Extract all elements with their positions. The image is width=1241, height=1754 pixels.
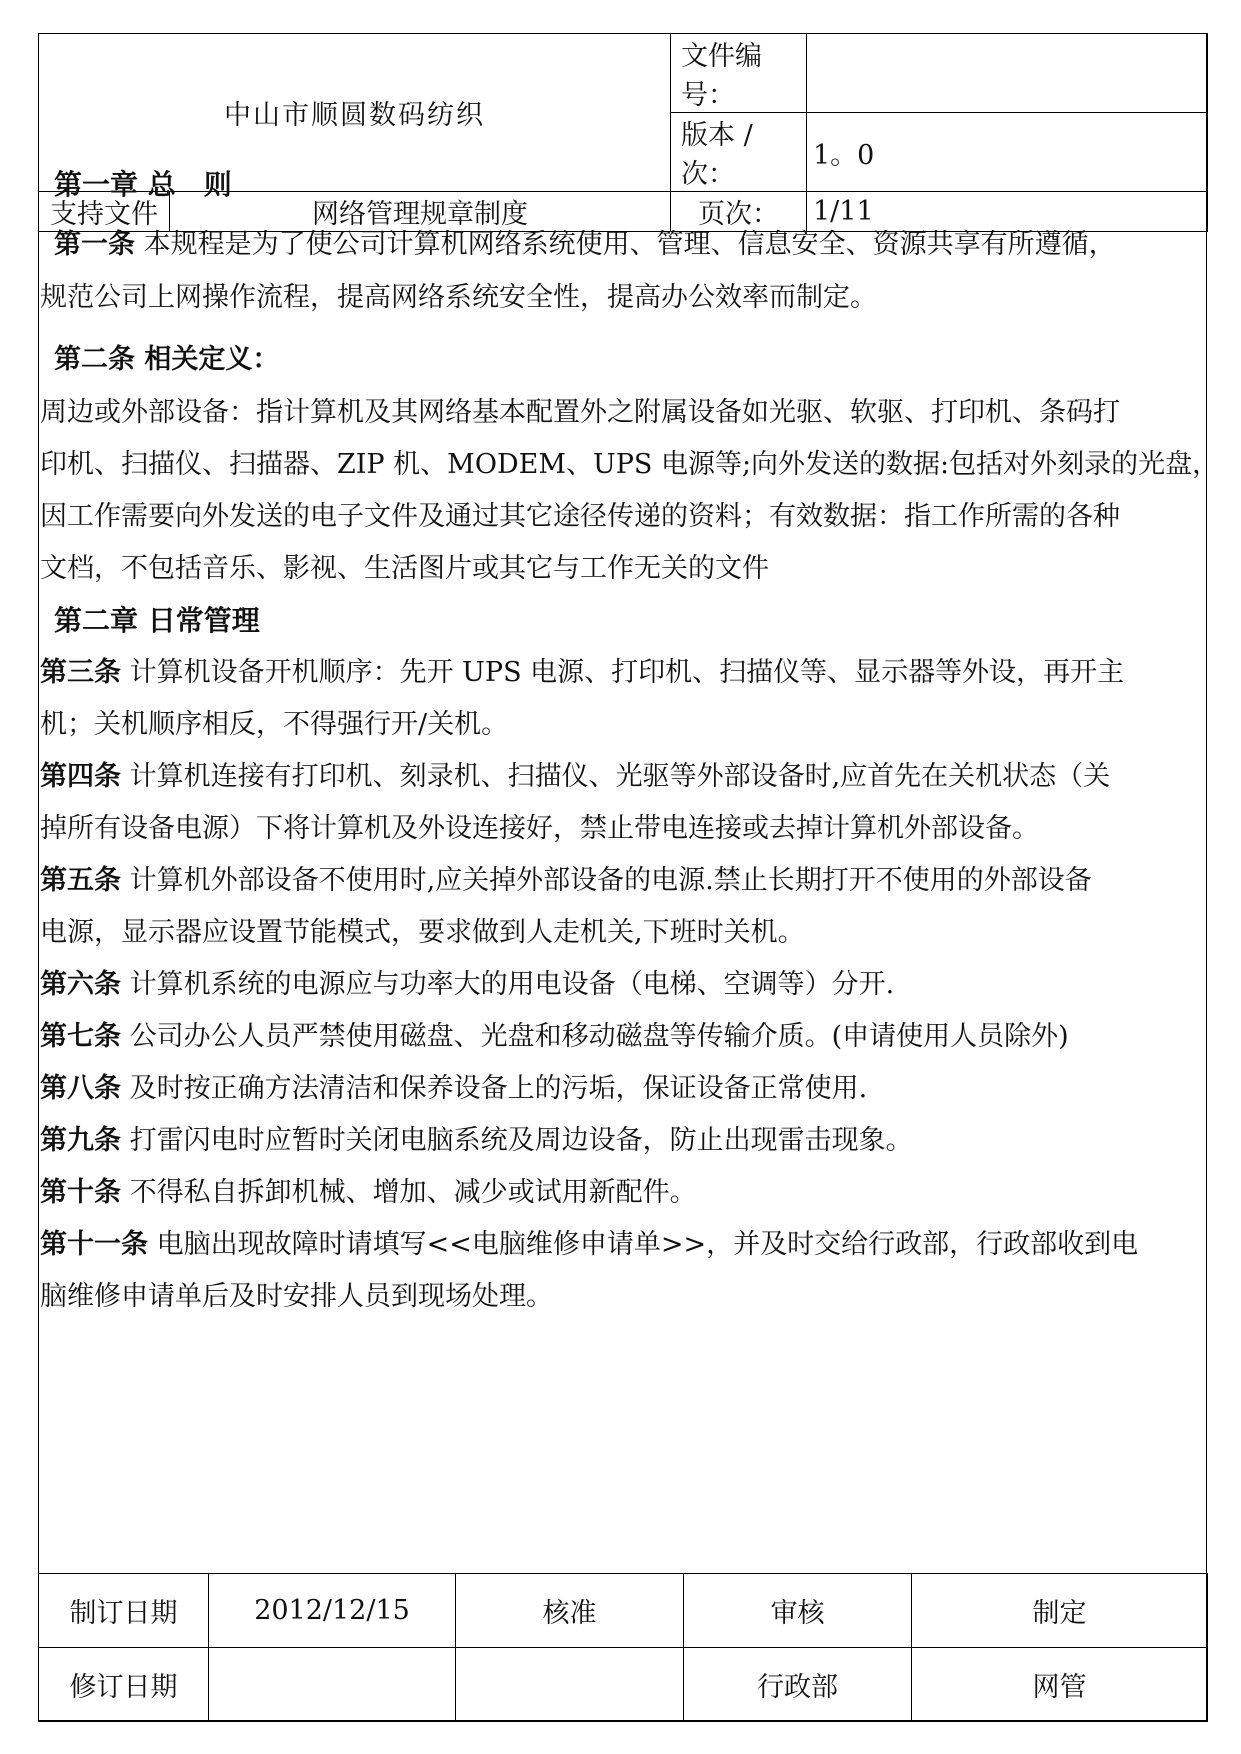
article-7-text: 公司办公人员严禁使用磁盘、光盘和移动磁盘等传输介质。(申请使用人员除外) (121, 1021, 1069, 1052)
article-2-line-2: 印机、扫描仪、扫描器、ZIP 机、MODEM、UPS 电源等;向外发送的数据:包括对外刻录的光盘， (40, 449, 1220, 480)
article-1 (54, 225, 1207, 265)
review-label: 审核 (684, 1574, 912, 1648)
chapter-1-title: 第一章 总 则 (54, 168, 232, 201)
prepare-label: 制定 (912, 1574, 1208, 1648)
article-11-line-2: 脑维修申请单后及时安排人员到现场处理。 (40, 1281, 553, 1312)
article-7 (40, 1017, 1207, 1057)
article-4-line-2: 掉所有设备电源）下将计算机及外设连接好，禁止带电连接或去掉计算机外部设备。 (40, 813, 1039, 844)
company-name: 中山市顺圆数码纺织 (39, 34, 671, 192)
approval-footer (38, 1573, 1208, 1722)
article-1-line-2: 规范公司上网操作流程，提高网络系统安全性，提高办公效率而制定。 (40, 282, 877, 313)
article-11-text: 电脑出现故障时请填写<<电脑维修申请单>>，并及时交给行政部，行政部收到电 (148, 1229, 1139, 1260)
article-10 (40, 1173, 1207, 1213)
article-5 (40, 861, 1207, 901)
revised-date-label: 修订日期 (39, 1648, 209, 1722)
page-label: 页次： (671, 192, 807, 232)
article-4-text: 计算机连接有打印机、刻录机、扫描仪、光驱等外部设备时,应首先在关机状态（关 (121, 761, 1111, 792)
chapter-2-title: 第二章 日常管理 (54, 604, 260, 637)
preparer-value: 网管 (912, 1648, 1208, 1722)
article-5-heading: 第五条 (40, 865, 121, 896)
article-3-line-2: 机；关机顺序相反，不得强行开/关机。 (40, 709, 509, 740)
drafted-date-value: 2012/12/15 (209, 1574, 456, 1648)
article-2-heading: 第二条 相关定义： (54, 344, 280, 375)
version-label: 版本 /次： (671, 113, 807, 192)
article-2-line-1: 周边或外部设备：指计算机及其网络基本配置外之附属设备如光驱、软驱、打印机、条码打 (40, 397, 1120, 428)
reviewer-value: 行政部 (684, 1648, 912, 1722)
article-4 (40, 757, 1207, 797)
article-7-heading: 第七条 (40, 1021, 121, 1052)
article-4-heading: 第四条 (40, 761, 121, 792)
article-8 (40, 1069, 1207, 1109)
article-10-heading: 第十条 (40, 1177, 121, 1208)
article-9-text: 打雷闪电时应暂时关闭电脑系统及周边设备，防止出现雷击现象。 (121, 1125, 913, 1156)
document-body (38, 165, 1220, 1573)
article-11-heading: 第十一条 (40, 1229, 148, 1260)
article-2-line-3: 因工作需要向外发送的电子文件及通过其它途径传递的资料；有效数据：指工作所需的各种 (40, 501, 1120, 532)
revised-date-value (209, 1648, 456, 1722)
article-5-text: 计算机外部设备不使用时,应关掉外部设备的电源.禁止长期打开不使用的外部设备 (121, 865, 1092, 896)
page-number: 1/11 (807, 192, 1208, 232)
support-doc-label: 支持文件 (39, 192, 170, 232)
article-9-heading: 第九条 (40, 1125, 121, 1156)
article-1-heading: 第一条 (54, 229, 135, 260)
article-6-text: 计算机系统的电源应与功率大的用电设备（电梯、空调等）分开. (121, 969, 895, 1000)
article-6-heading: 第六条 (40, 969, 121, 1000)
article-1-text: 本规程是为了使公司计算机网络系统使用、管理、信息安全、资源共享有所遵循， (135, 229, 1116, 260)
article-6 (40, 965, 1207, 1005)
file-number-label: 文件编号： (671, 34, 807, 113)
version-value: 1。0 (807, 113, 1208, 192)
article-11 (40, 1225, 1207, 1265)
article-5-line-2: 电源，显示器应设置节能模式，要求做到人走机关,下班时关机。 (40, 917, 805, 948)
article-3-heading: 第三条 (40, 657, 121, 688)
article-10-text: 不得私自拆卸机械、增加、减少或试用新配件。 (121, 1177, 697, 1208)
approver-value (456, 1648, 684, 1722)
file-number-value (807, 34, 1208, 113)
drafted-date-label: 制订日期 (39, 1574, 209, 1648)
article-3-text: 计算机设备开机顺序：先开 UPS 电源、打印机、扫描仪等、显示器等外设，再开主 (121, 657, 1125, 688)
article-8-text: 及时按正确方法清洁和保养设备上的污垢，保证设备正常使用. (121, 1073, 868, 1104)
article-9 (40, 1121, 1207, 1161)
article-8-heading: 第八条 (40, 1073, 121, 1104)
article-2-line-4: 文档，不包括音乐、影视、生活图片或其它与工作无关的文件 (40, 553, 769, 584)
document-title: 网络管理规章制度 (170, 192, 671, 232)
approve-label: 核准 (456, 1574, 684, 1648)
article-3 (40, 653, 1207, 693)
